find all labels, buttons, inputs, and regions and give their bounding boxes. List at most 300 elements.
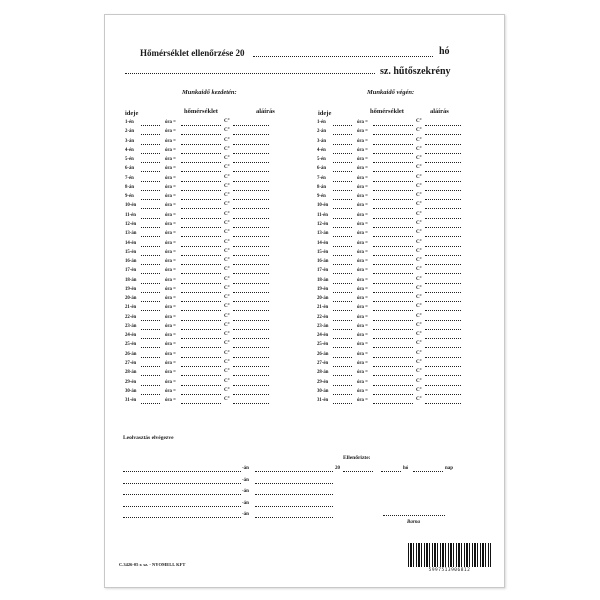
signature-line[interactable]	[425, 338, 461, 339]
temperature-line[interactable]	[373, 125, 413, 126]
celsius-unit: C°	[224, 174, 230, 180]
day-label: 9-én	[125, 194, 134, 200]
day-label: 18-án	[317, 277, 329, 283]
temperature-line[interactable]	[373, 310, 413, 311]
time-line[interactable]	[333, 134, 352, 135]
temperature-line[interactable]	[181, 338, 221, 339]
signature-line[interactable]	[425, 134, 461, 135]
temperature-line[interactable]	[181, 190, 221, 191]
signature-line[interactable]	[425, 366, 461, 367]
celsius-unit: C°	[416, 350, 422, 356]
signature-line[interactable]	[233, 310, 269, 311]
time-line[interactable]	[333, 144, 352, 145]
time-line[interactable]	[141, 338, 160, 339]
signature-line[interactable]	[425, 347, 461, 348]
temperature-line[interactable]	[181, 134, 221, 135]
day-label: 30-án	[317, 388, 329, 394]
time-line[interactable]	[333, 329, 352, 330]
ora-label: óra =	[165, 277, 176, 283]
checked-by-label: Ellenőrizte:	[343, 455, 371, 461]
signature-line[interactable]	[233, 329, 269, 330]
day-label: 7-én	[317, 175, 326, 181]
celsius-unit: C°	[224, 248, 230, 254]
ora-label: óra =	[165, 370, 176, 376]
temperature-line[interactable]	[373, 171, 413, 172]
temperature-line[interactable]	[373, 338, 413, 339]
signature-line[interactable]	[425, 329, 461, 330]
day-label: 10-én	[125, 203, 137, 209]
celsius-unit: C°	[416, 211, 422, 217]
ora-label: óra =	[165, 361, 176, 367]
signature-line[interactable]	[233, 134, 269, 135]
ora-label: óra =	[357, 351, 368, 357]
time-line[interactable]	[333, 227, 352, 228]
fridge-label: sz. hűtőszekrény	[380, 66, 451, 77]
signature-line[interactable]	[233, 264, 269, 265]
signature-line[interactable]	[233, 283, 269, 284]
time-line[interactable]	[141, 218, 160, 219]
temperature-line[interactable]	[373, 153, 413, 154]
celsius-unit: C°	[224, 230, 230, 236]
time-line[interactable]	[333, 338, 352, 339]
time-line[interactable]	[333, 375, 352, 376]
signature-line[interactable]	[425, 301, 461, 302]
temperature-line[interactable]	[373, 227, 413, 228]
signature-line[interactable]	[425, 246, 461, 247]
signature-line[interactable]	[233, 246, 269, 247]
ora-label: óra =	[165, 175, 176, 181]
celsius-unit: C°	[224, 220, 230, 226]
day-label: 1-én	[125, 120, 134, 125]
day-label: 26-án	[125, 351, 137, 357]
time-line[interactable]	[141, 366, 160, 367]
time-line[interactable]	[333, 255, 352, 256]
temperature-line[interactable]	[373, 403, 413, 404]
celsius-unit: C°	[224, 304, 230, 310]
ora-label: óra =	[357, 286, 368, 292]
celsius-unit: C°	[416, 156, 422, 162]
signature-line[interactable]	[425, 162, 461, 163]
defrost-date-line[interactable]	[123, 506, 241, 507]
temperature-line[interactable]	[373, 236, 413, 237]
ora-label: óra =	[357, 249, 368, 255]
celsius-unit: C°	[224, 211, 230, 217]
day-label: 26-án	[317, 351, 329, 357]
time-line[interactable]	[333, 171, 352, 172]
ora-label: óra =	[357, 379, 368, 385]
time-line[interactable]	[141, 320, 160, 321]
time-line[interactable]	[141, 329, 160, 330]
time-line[interactable]	[141, 403, 160, 404]
signature-line[interactable]	[425, 181, 461, 182]
time-line[interactable]	[141, 153, 160, 154]
ora-label: óra =	[165, 194, 176, 200]
temperature-line[interactable]	[181, 227, 221, 228]
ora-label: óra =	[165, 166, 176, 172]
day-label: 8-án	[317, 184, 327, 190]
temperature-line[interactable]	[181, 283, 221, 284]
signature-line[interactable]	[425, 292, 461, 293]
barcode-number: 5997513906812	[428, 568, 471, 573]
temperature-line[interactable]	[181, 208, 221, 209]
time-line[interactable]	[333, 153, 352, 154]
day-label: 19-én	[317, 286, 329, 292]
signature-line[interactable]	[233, 366, 269, 367]
celsius-unit: C°	[416, 202, 422, 208]
celsius-unit: C°	[416, 165, 422, 171]
signature-line[interactable]	[425, 208, 461, 209]
temperature-line[interactable]	[181, 375, 221, 376]
ora-label: óra =	[165, 231, 176, 237]
signature-line[interactable]	[425, 273, 461, 274]
time-line[interactable]	[333, 199, 352, 200]
day-label: 30-án	[125, 388, 137, 394]
signature-line[interactable]	[233, 208, 269, 209]
signature-line[interactable]	[233, 218, 269, 219]
fridge-number-line	[125, 73, 375, 74]
signature-line[interactable]	[233, 292, 269, 293]
ora-label: óra =	[357, 323, 368, 329]
signature-line[interactable]	[425, 153, 461, 154]
celsius-unit: C°	[224, 313, 230, 319]
time-line[interactable]	[333, 283, 352, 284]
signature-line[interactable]	[233, 162, 269, 163]
signature-line[interactable]	[425, 236, 461, 237]
temperature-line[interactable]	[181, 162, 221, 163]
signature-line[interactable]	[425, 357, 461, 358]
time-line[interactable]	[333, 236, 352, 237]
time-line[interactable]	[141, 227, 160, 228]
time-line[interactable]	[333, 366, 352, 367]
form-sheet	[104, 14, 505, 588]
temperature-line[interactable]	[373, 246, 413, 247]
signature-line[interactable]	[425, 320, 461, 321]
day-label: 17-én	[317, 268, 329, 274]
temperature-line[interactable]	[181, 255, 221, 256]
time-line[interactable]	[141, 236, 160, 237]
signature-line[interactable]	[233, 255, 269, 256]
signature-line[interactable]	[233, 125, 269, 126]
signature-line[interactable]	[233, 199, 269, 200]
celsius-unit: C°	[416, 276, 422, 282]
signature-line[interactable]	[425, 264, 461, 265]
ora-label: óra =	[357, 212, 368, 218]
ora-label: óra =	[165, 296, 176, 302]
temperature-line[interactable]	[181, 357, 221, 358]
celsius-unit: C°	[416, 119, 422, 124]
celsius-unit: C°	[224, 267, 230, 273]
signature-line[interactable]	[425, 144, 461, 145]
ora-label: óra =	[165, 147, 176, 153]
defrost-label: Leolvasztás elvégezve	[123, 435, 174, 441]
ora-label: óra =	[357, 259, 368, 265]
time-line[interactable]	[141, 385, 160, 386]
signature-line[interactable]	[233, 190, 269, 191]
celsius-unit: C°	[416, 183, 422, 189]
time-line[interactable]	[333, 394, 352, 395]
temperature-line[interactable]	[181, 329, 221, 330]
celsius-unit: C°	[224, 369, 230, 375]
ora-label: óra =	[165, 259, 176, 265]
signature-line[interactable]	[233, 320, 269, 321]
signature-line[interactable]	[425, 190, 461, 191]
temperature-line[interactable]	[181, 264, 221, 265]
celsius-unit: C°	[224, 119, 230, 124]
ora-label: óra =	[357, 398, 368, 404]
defrost-date-line[interactable]	[123, 494, 241, 495]
day-label: 11-én	[317, 212, 328, 218]
time-line[interactable]	[141, 301, 160, 302]
defrost-date-line[interactable]	[123, 471, 241, 472]
time-line[interactable]	[141, 199, 160, 200]
an-label: -án	[242, 500, 249, 506]
temperature-line[interactable]	[373, 134, 413, 135]
time-line[interactable]	[141, 125, 160, 126]
celsius-unit: C°	[416, 137, 422, 143]
ora-label: óra =	[165, 212, 176, 218]
celsius-unit: C°	[416, 239, 422, 245]
time-line[interactable]	[333, 403, 352, 404]
signature-line[interactable]	[425, 283, 461, 284]
day-label: 25-én	[317, 342, 329, 348]
time-line[interactable]	[141, 171, 160, 172]
temperature-line[interactable]	[373, 190, 413, 191]
signature-line[interactable]	[425, 385, 461, 386]
temperature-line[interactable]	[181, 181, 221, 182]
time-line[interactable]	[141, 347, 160, 348]
ora-label: óra =	[165, 398, 176, 404]
ora-label: óra =	[165, 129, 176, 135]
celsius-unit: C°	[224, 322, 230, 328]
time-line[interactable]	[333, 347, 352, 348]
temperature-line[interactable]	[181, 320, 221, 321]
signature-line[interactable]	[233, 403, 269, 404]
temperature-line[interactable]	[181, 218, 221, 219]
signature-line[interactable]	[425, 199, 461, 200]
ora-label: óra =	[357, 370, 368, 376]
temperature-line[interactable]	[373, 199, 413, 200]
temperature-line[interactable]	[373, 301, 413, 302]
time-line[interactable]	[141, 273, 160, 274]
temperature-line[interactable]	[181, 144, 221, 145]
time-line[interactable]	[141, 310, 160, 311]
ora-label: óra =	[357, 166, 368, 172]
signature-line[interactable]	[425, 394, 461, 395]
barcode-image	[408, 543, 491, 567]
temperature-line[interactable]	[373, 255, 413, 256]
signature-line[interactable]	[425, 171, 461, 172]
temperature-line[interactable]	[373, 181, 413, 182]
ora-label: óra =	[357, 221, 368, 227]
temperature-line[interactable]	[373, 375, 413, 376]
day-label: 12-én	[317, 221, 329, 227]
day-label: 13-án	[317, 231, 329, 237]
signature-line[interactable]	[233, 338, 269, 339]
ora-label: óra =	[165, 268, 176, 274]
temperature-line[interactable]	[373, 208, 413, 209]
time-line[interactable]	[141, 357, 160, 358]
signature-line[interactable]	[233, 301, 269, 302]
temperature-line[interactable]	[373, 283, 413, 284]
signature-line[interactable]	[233, 236, 269, 237]
day-label: 2-án	[125, 129, 135, 135]
time-line[interactable]	[333, 218, 352, 219]
day-label: 23-án	[125, 323, 137, 329]
defrost-date-line[interactable]	[123, 517, 241, 518]
signature-line[interactable]	[233, 181, 269, 182]
time-line[interactable]	[333, 273, 352, 274]
ora-label: óra =	[165, 379, 176, 385]
signature-line[interactable]	[233, 357, 269, 358]
defrost-signature-line[interactable]	[255, 483, 333, 484]
signature-line[interactable]	[425, 255, 461, 256]
temperature-line[interactable]	[181, 292, 221, 293]
col-ideje-left: ideje	[125, 110, 139, 117]
an-label: -án	[242, 489, 249, 494]
time-line[interactable]	[333, 357, 352, 358]
temperature-line[interactable]	[181, 199, 221, 200]
time-line[interactable]	[333, 301, 352, 302]
temperature-line[interactable]	[181, 246, 221, 247]
time-line[interactable]	[333, 320, 352, 321]
month-label: hó	[439, 46, 450, 57]
temperature-line[interactable]	[181, 366, 221, 367]
time-line[interactable]	[141, 208, 160, 209]
temperature-line[interactable]	[373, 347, 413, 348]
celsius-unit: C°	[416, 304, 422, 310]
temperature-line[interactable]	[181, 301, 221, 302]
temperature-line[interactable]	[181, 310, 221, 311]
time-line[interactable]	[141, 283, 160, 284]
defrost-signature-line[interactable]	[255, 517, 333, 518]
temperature-line[interactable]	[181, 403, 221, 404]
time-line[interactable]	[333, 208, 352, 209]
time-line[interactable]	[333, 125, 352, 126]
section-start-label: Munkaidő kezdetén:	[182, 89, 237, 96]
time-line[interactable]	[141, 255, 160, 256]
signature-line[interactable]	[233, 394, 269, 395]
day-label: 29-én	[317, 379, 329, 385]
celsius-unit: C°	[224, 258, 230, 264]
temperature-line[interactable]	[373, 357, 413, 358]
temperature-line[interactable]	[181, 394, 221, 395]
ora-label: óra =	[165, 314, 176, 320]
defrost-signature-line[interactable]	[255, 494, 333, 495]
time-line[interactable]	[333, 310, 352, 311]
temperature-line[interactable]	[373, 162, 413, 163]
temperature-line[interactable]	[181, 347, 221, 348]
signature-line[interactable]	[233, 347, 269, 348]
celsius-unit: C°	[224, 193, 230, 199]
temperature-line[interactable]	[181, 385, 221, 386]
time-line[interactable]	[141, 190, 160, 191]
ora-label: óra =	[357, 120, 368, 125]
day-label: 11-én	[125, 212, 136, 218]
signature-line[interactable]	[233, 375, 269, 376]
celsius-unit: C°	[416, 295, 422, 301]
signature-line[interactable]	[233, 144, 269, 145]
time-line[interactable]	[141, 144, 160, 145]
signature-line[interactable]	[233, 153, 269, 154]
signature-line[interactable]	[233, 273, 269, 274]
time-line[interactable]	[141, 292, 160, 293]
celsius-unit: C°	[416, 397, 422, 403]
ora-label: óra =	[357, 157, 368, 163]
time-line[interactable]	[333, 190, 352, 191]
check-month-label: hó	[403, 466, 409, 471]
temperature-line[interactable]	[181, 153, 221, 154]
temperature-line[interactable]	[181, 171, 221, 172]
time-line[interactable]	[141, 264, 160, 265]
temperature-line[interactable]	[373, 144, 413, 145]
time-line[interactable]	[141, 246, 160, 247]
temperature-line[interactable]	[373, 292, 413, 293]
celsius-unit: C°	[224, 137, 230, 143]
time-line[interactable]	[141, 181, 160, 182]
ora-label: óra =	[165, 351, 176, 357]
time-line[interactable]	[141, 134, 160, 135]
temperature-line[interactable]	[373, 273, 413, 274]
day-label: 16-án	[125, 259, 137, 265]
day-label: 24-én	[125, 333, 137, 339]
signature-line[interactable]	[425, 403, 461, 404]
time-line[interactable]	[333, 264, 352, 265]
day-label: 1-én	[317, 120, 326, 125]
ora-label: óra =	[165, 286, 176, 292]
temperature-line[interactable]	[373, 385, 413, 386]
temperature-line[interactable]	[373, 264, 413, 265]
time-line[interactable]	[141, 162, 160, 163]
temperature-line[interactable]	[373, 320, 413, 321]
defrost-date-line[interactable]	[123, 483, 241, 484]
time-line[interactable]	[333, 385, 352, 386]
signature-line[interactable]	[425, 375, 461, 376]
time-line[interactable]	[333, 246, 352, 247]
celsius-unit: C°	[416, 378, 422, 384]
signature-line[interactable]	[425, 218, 461, 219]
signature-line[interactable]	[425, 310, 461, 311]
defrost-signature-line[interactable]	[255, 471, 333, 472]
defrost-signature-line[interactable]	[255, 506, 333, 507]
ora-label: óra =	[357, 314, 368, 320]
signature-line[interactable]	[233, 171, 269, 172]
celsius-unit: C°	[224, 350, 230, 356]
temperature-line[interactable]	[373, 329, 413, 330]
signature-line[interactable]	[233, 385, 269, 386]
temperature-line[interactable]	[181, 273, 221, 274]
ora-label: óra =	[165, 157, 176, 163]
temperature-line[interactable]	[373, 394, 413, 395]
signature-line[interactable]	[425, 227, 461, 228]
celsius-unit: C°	[416, 332, 422, 338]
time-line[interactable]	[333, 292, 352, 293]
time-line[interactable]	[333, 181, 352, 182]
time-line[interactable]	[141, 394, 160, 395]
signature-line[interactable]	[233, 227, 269, 228]
time-line[interactable]	[333, 162, 352, 163]
check-day-label: nap	[445, 466, 454, 471]
time-line[interactable]	[141, 375, 160, 376]
temperature-line[interactable]	[373, 366, 413, 367]
temperature-line[interactable]	[181, 125, 221, 126]
temperature-line[interactable]	[373, 218, 413, 219]
signature-line[interactable]	[425, 125, 461, 126]
ora-label: óra =	[357, 342, 368, 348]
temperature-line[interactable]	[181, 236, 221, 237]
day-label: 14-én	[317, 240, 329, 246]
celsius-unit: C°	[416, 174, 422, 180]
celsius-unit: C°	[416, 146, 422, 152]
